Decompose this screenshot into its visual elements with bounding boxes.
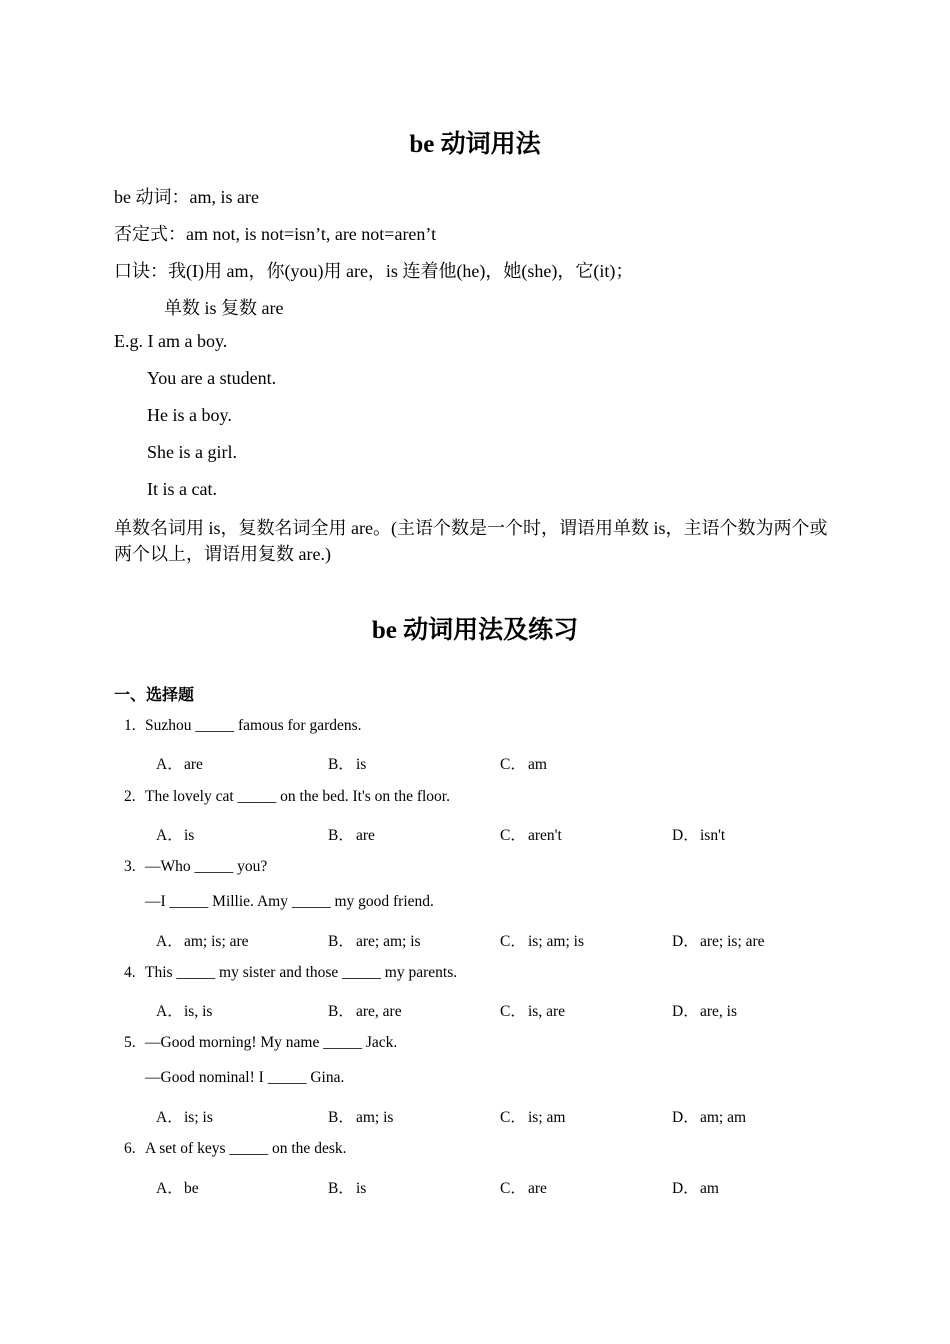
rule-summary: 单数名词用 is，复数名词全用 are。(主语个数是一个时，谓语用单数 is，主语个数为两个或两个以上，谓语用复数 are.) — [114, 518, 828, 564]
option-b[interactable]: B． are, are — [328, 1003, 402, 1020]
option-d[interactable]: D．are, is — [672, 1003, 738, 1020]
question-text-line: —Good nominal! I _____ Gina. — [145, 1069, 345, 1086]
question-6 — [124, 1140, 346, 1158]
option-c[interactable]: C． is, are — [500, 1003, 566, 1020]
option-b[interactable]: B． is — [328, 1180, 367, 1197]
question-number: 3. — [124, 858, 136, 875]
option-a[interactable]: A．are — [156, 756, 203, 773]
question-number: 6. — [124, 1140, 136, 1157]
rule-mnemonic: 口诀：我(I)用 am，你(you)用 are，is 连着他(he)，她(she)，它(it)； — [114, 261, 634, 281]
option-b[interactable]: B． are; am; is — [328, 933, 421, 950]
option-a[interactable]: A．be — [156, 1180, 199, 1197]
option-c[interactable]: C． am — [500, 756, 547, 773]
question-1 — [124, 717, 362, 735]
option-b[interactable]: B． are — [328, 827, 375, 844]
question-number: 1. — [124, 717, 136, 734]
example-sentence: It is a cat. — [147, 479, 217, 499]
rule-negative: 否定式：am not, is not=isn’t, are not=aren’t — [114, 224, 437, 244]
question-2 — [124, 788, 450, 806]
example-label: E.g. I am a boy. — [114, 331, 228, 351]
question-number: 2. — [124, 788, 136, 805]
option-a[interactable]: A．is; is — [156, 1109, 213, 1126]
option-c[interactable]: C． aren't — [500, 827, 562, 844]
question-number: 4. — [124, 964, 136, 981]
option-a[interactable]: A．am; is; are — [156, 933, 249, 950]
exercise-title: be 动词用法及练习 — [371, 617, 579, 644]
example-sentence: She is a girl. — [147, 442, 237, 462]
rule-be-verbs: be 动词：am, is are — [114, 187, 259, 207]
question-text: This _____ my sister and those _____ my parents. — [145, 964, 458, 981]
question-text: A set of keys _____ on the desk. — [145, 1140, 347, 1157]
question-text-line: —I _____ Millie. Amy _____ my good friend. — [145, 893, 434, 910]
question-text: Suzhou _____ famous for gardens. — [145, 717, 362, 734]
question-text: The lovely cat _____ on the bed. It's on the floor. — [145, 788, 450, 805]
option-c[interactable]: C． is; am; is — [500, 933, 584, 950]
question-number: 5. — [124, 1034, 136, 1051]
question-text: —Good morning! My name _____ Jack. — [145, 1034, 398, 1051]
question-5 — [124, 1034, 397, 1052]
option-b[interactable]: B． am; is — [328, 1109, 394, 1126]
option-c[interactable]: C． are — [500, 1180, 547, 1197]
option-b[interactable]: B． is — [328, 756, 367, 773]
example-sentence: You are a student. — [147, 368, 277, 388]
option-c[interactable]: C． is; am — [500, 1109, 566, 1126]
page-title: be 动词用法 — [409, 131, 541, 158]
question-4 — [124, 964, 457, 982]
option-d[interactable]: D．are; is; are — [672, 933, 765, 950]
section-heading: 一、选择题 — [114, 687, 195, 704]
question-3 — [124, 858, 267, 876]
option-d[interactable]: D．isn't — [672, 827, 726, 844]
option-a[interactable]: A．is, is — [156, 1003, 213, 1020]
option-d[interactable]: D．am; am — [672, 1109, 747, 1126]
option-d[interactable]: D．am — [672, 1180, 719, 1197]
rule-singular-plural: 单数 is 复数 are — [164, 298, 284, 318]
example-sentence: He is a boy. — [147, 405, 232, 425]
question-text: —Who _____ you? — [145, 858, 268, 875]
option-a[interactable]: A．is — [156, 827, 195, 844]
